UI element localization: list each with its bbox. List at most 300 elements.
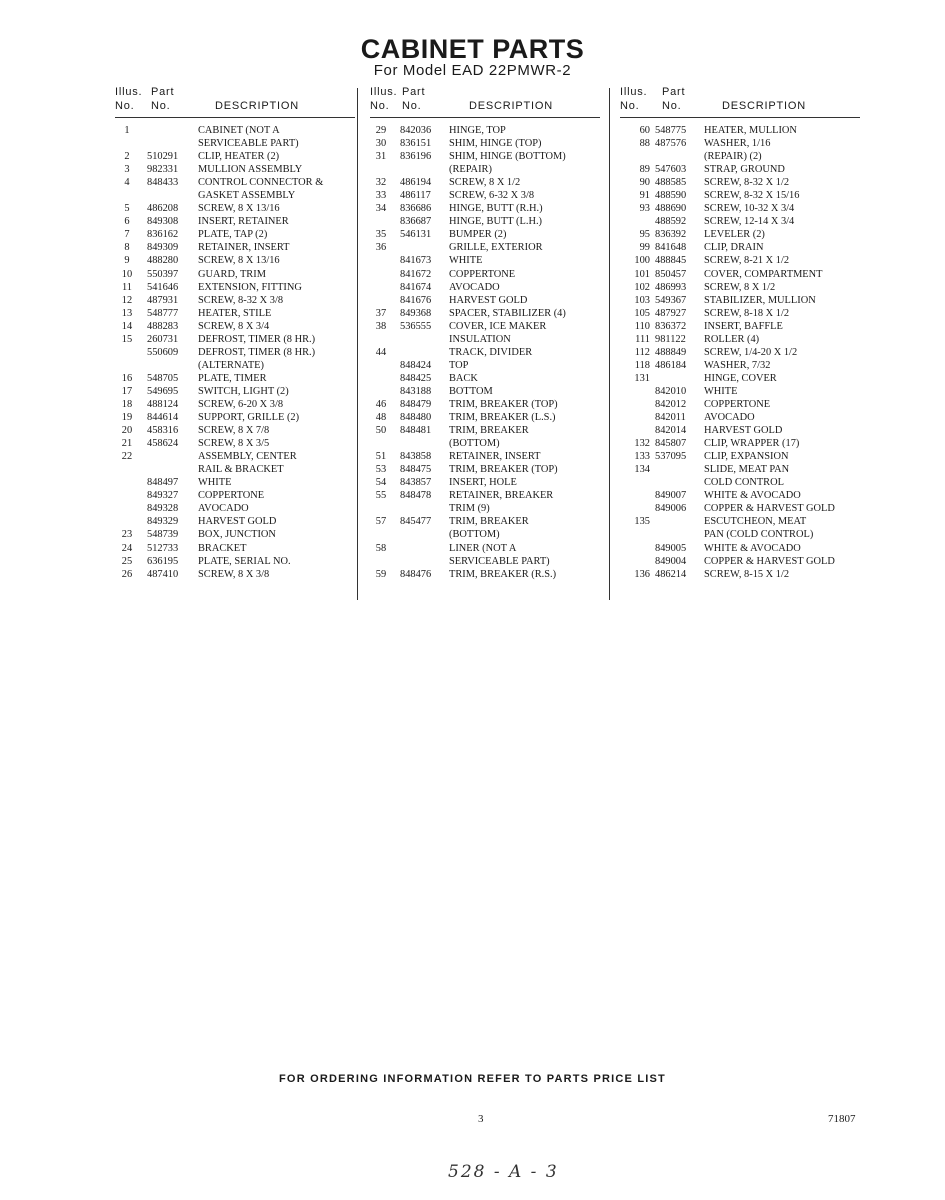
part-number: 841673 [400, 255, 432, 267]
part-number: 849309 [147, 242, 179, 254]
table-row [115, 372, 355, 385]
illus-number: 32 [375, 177, 387, 189]
illus-number: 88 [639, 138, 650, 150]
table-row [620, 124, 860, 137]
part-number: 549695 [147, 385, 179, 397]
part-description: WHITE & AVOCADO [704, 490, 801, 502]
part-description: TRIM, BREAKER (TOP) [449, 398, 558, 410]
illus-number: 4 [124, 177, 130, 189]
part-number: 849004 [655, 555, 687, 567]
part-description: SHIM, HINGE (BOTTOM) [449, 151, 566, 163]
table-row [620, 385, 860, 398]
illus-number: 102 [634, 281, 650, 293]
header-illus-no: No. [370, 100, 390, 112]
parts-column-2 [370, 86, 600, 581]
illus-number: 16 [121, 372, 133, 384]
table-row [620, 528, 860, 541]
table-row [370, 489, 600, 502]
table-row [620, 202, 860, 215]
table-row [370, 424, 600, 437]
illus-number: 17 [121, 385, 133, 397]
illus-number: 133 [634, 451, 650, 463]
table-row [620, 437, 860, 450]
part-description: COPPERTONE [704, 398, 771, 410]
part-description: COVER, COMPARTMENT [704, 268, 823, 280]
part-description: AVOCADO [198, 503, 249, 515]
part-description: HINGE, COVER [704, 372, 777, 384]
part-description: (BOTTOM) [449, 529, 500, 541]
part-description: TRIM, BREAKER (L.S.) [449, 412, 556, 424]
part-number: 458316 [147, 425, 179, 437]
illus-number: 101 [634, 268, 650, 280]
table-row [370, 372, 600, 385]
part-number: 548705 [147, 372, 179, 384]
part-description: BRACKET [198, 542, 247, 554]
part-number: 488592 [655, 216, 687, 228]
part-description: SCREW, 8-32 X 15/16 [704, 190, 800, 202]
part-description: CLIP, HEATER (2) [198, 151, 280, 163]
illus-number: 19 [121, 412, 133, 424]
part-description: BACK [449, 372, 478, 384]
table-row [115, 176, 355, 189]
table-row [620, 398, 860, 411]
part-number: 848481 [400, 425, 432, 437]
header-part: Part [662, 86, 686, 98]
table-row [115, 424, 355, 437]
table-row [115, 385, 355, 398]
part-number: 458624 [147, 438, 179, 450]
part-number: 843858 [400, 451, 432, 463]
part-description: BUMPER (2) [449, 229, 507, 241]
part-number: 512733 [147, 542, 179, 554]
table-row [115, 555, 355, 568]
part-number: 842036 [400, 125, 432, 136]
illus-number: 105 [634, 307, 650, 319]
part-description: SCREW, 8 X 1/2 [704, 281, 776, 293]
part-number: 488590 [655, 190, 687, 202]
part-description: SCREW, 6-32 X 3/8 [449, 190, 535, 202]
header-description: DESCRIPTION [469, 100, 553, 112]
table-row [620, 424, 860, 437]
part-description: RETAINER, BREAKER [449, 490, 554, 502]
header-part: Part [151, 86, 175, 98]
table-row [370, 268, 600, 281]
illus-number: 36 [375, 242, 387, 254]
illus-number: 103 [634, 294, 650, 306]
illus-number: 112 [634, 346, 650, 358]
table-row [620, 268, 860, 281]
header-illus: Illus. [620, 86, 648, 98]
table-row [620, 502, 860, 515]
table-row [115, 450, 355, 463]
illus-number: 34 [375, 203, 387, 215]
header-part-no: No. [662, 100, 682, 112]
header-description: DESCRIPTION [722, 100, 806, 112]
illus-number: 54 [375, 477, 387, 489]
part-description: WHITE & AVOCADO [704, 542, 801, 554]
table-row [620, 176, 860, 189]
part-description: DEFROST, TIMER (8 HR.) [198, 333, 316, 345]
part-description: HINGE, BUTT (L.H.) [449, 216, 543, 228]
table-row [115, 515, 355, 528]
part-number: 842011 [655, 412, 686, 424]
table-row [370, 215, 600, 228]
part-number: 487410 [147, 568, 179, 580]
illus-number: 55 [375, 490, 387, 502]
table-row [620, 450, 860, 463]
part-description: AVOCADO [449, 281, 500, 293]
part-number: 848433 [147, 177, 179, 189]
part-description: PLATE, TIMER [198, 372, 267, 384]
illus-number: 7 [124, 229, 130, 241]
table-row [370, 124, 600, 137]
part-number: 836687 [400, 216, 432, 228]
part-description: HARVEST GOLD [704, 425, 783, 437]
illus-number: 11 [121, 281, 132, 293]
illus-number: 6 [124, 216, 130, 228]
part-description: CLIP, EXPANSION [704, 451, 789, 463]
header-part-no: No. [402, 100, 422, 112]
table-row [370, 202, 600, 215]
part-number: 836392 [655, 229, 687, 241]
part-number: 488845 [655, 255, 687, 267]
illus-number: 135 [634, 516, 650, 528]
header-illus-no: No. [620, 100, 640, 112]
table-row [620, 346, 860, 359]
header-rule [115, 117, 355, 124]
part-number: 550609 [147, 346, 179, 358]
table-row [115, 489, 355, 502]
part-description: SCREW, 8-15 X 1/2 [704, 568, 790, 580]
illus-number: 118 [634, 359, 650, 371]
table-row [370, 502, 600, 515]
illus-number: 110 [634, 320, 650, 332]
part-number: 849368 [400, 307, 432, 319]
part-description: HEATER, MULLION [704, 125, 797, 136]
table-row [370, 515, 600, 528]
part-description: SERVICEABLE PART) [198, 138, 299, 150]
part-description: SCREW, 8 X 3/8 [198, 568, 270, 580]
table-row [370, 176, 600, 189]
part-description: INSERT, BAFFLE [704, 320, 783, 332]
table-row [620, 281, 860, 294]
part-number: 848480 [400, 412, 432, 424]
part-description: ROLLER (4) [704, 333, 760, 345]
part-number: 841676 [400, 294, 432, 306]
table-row [115, 568, 355, 581]
part-description: SCREW, 10-32 X 3/4 [704, 203, 795, 215]
part-description: BOTTOM [449, 385, 493, 397]
part-number: 841672 [400, 268, 432, 280]
part-number: 842010 [655, 385, 687, 397]
table-row [115, 228, 355, 241]
illus-number: 111 [635, 333, 650, 345]
table-row [370, 254, 600, 267]
part-number: 848478 [400, 490, 432, 502]
illus-number: 100 [634, 255, 650, 267]
illus-number: 25 [121, 555, 133, 567]
part-number: 486184 [655, 359, 687, 371]
part-number: 848497 [147, 477, 179, 489]
part-number: 849328 [147, 503, 179, 515]
table-row [115, 333, 355, 346]
table-row [115, 502, 355, 515]
illus-number: 31 [375, 151, 387, 163]
illus-number: 23 [121, 529, 133, 541]
table-row [115, 437, 355, 450]
part-number: 537095 [655, 451, 687, 463]
part-description: COPPERTONE [449, 268, 516, 280]
part-number: 487576 [655, 138, 687, 150]
header-illus: Illus. [370, 86, 398, 98]
part-description: ESCUTCHEON, MEAT [704, 516, 807, 528]
table-row [620, 241, 860, 254]
part-description: TRIM, BREAKER (TOP) [449, 464, 558, 476]
table-row [370, 346, 600, 359]
part-description: HINGE, BUTT (R.H.) [449, 203, 543, 215]
illus-number: 15 [121, 333, 133, 345]
table-row [115, 320, 355, 333]
part-description: CLIP, WRAPPER (17) [704, 438, 800, 450]
part-number: 486208 [147, 203, 179, 215]
part-description: SCREW, 8-21 X 1/2 [704, 255, 790, 267]
header-part-no: No. [151, 100, 171, 112]
part-description: HEATER, STILE [198, 307, 272, 319]
part-description: SCREW, 8 X 1/2 [449, 177, 521, 189]
illus-number: 60 [639, 125, 650, 136]
illus-number: 14 [121, 320, 133, 332]
part-number: 841648 [655, 242, 687, 254]
illus-number: 91 [639, 190, 650, 202]
part-number: 487931 [147, 294, 179, 306]
parts-column-1 [115, 86, 355, 581]
part-number: 548775 [655, 125, 687, 136]
table-row [370, 189, 600, 202]
part-number: 486214 [655, 568, 687, 580]
illus-number: 13 [121, 307, 133, 319]
part-description: SCREW, 8 X 13/16 [198, 255, 280, 267]
table-row [370, 320, 600, 333]
table-row [115, 268, 355, 281]
part-number: 550397 [147, 268, 179, 280]
part-number: 488283 [147, 320, 179, 332]
table-row [370, 528, 600, 541]
part-number: 536555 [400, 320, 432, 332]
part-description: CLIP, DRAIN [704, 242, 764, 254]
table-row [370, 150, 600, 163]
table-row [370, 137, 600, 150]
table-row [620, 411, 860, 424]
part-description: TRACK, DIVIDER [449, 346, 533, 358]
part-description: LEVELER (2) [704, 229, 765, 241]
part-description: LINER (NOT A [449, 542, 517, 554]
ordering-note: FOR ORDERING INFORMATION REFER TO PARTS PRICE LIST [279, 1073, 666, 1085]
table-row [115, 163, 355, 176]
table-row [370, 294, 600, 307]
part-number: 849007 [655, 490, 687, 502]
part-description: SCREW, 8-32 X 1/2 [704, 177, 790, 189]
parts-column-3 [620, 86, 860, 581]
part-description: TOP [449, 359, 469, 371]
part-description: SCREW, 8-18 X 1/2 [704, 307, 790, 319]
part-description: SCREW, 8 X 13/16 [198, 203, 280, 215]
part-description: INSULATION [449, 333, 511, 345]
table-row [620, 137, 860, 150]
table-row [620, 163, 860, 176]
part-description: SCREW, 8 X 3/5 [198, 438, 270, 450]
illus-number: 21 [121, 438, 133, 450]
part-description: SHIM, HINGE (TOP) [449, 138, 542, 150]
part-number: 843188 [400, 385, 432, 397]
part-number: 848479 [400, 398, 432, 410]
table-row [115, 359, 355, 372]
part-number: 836162 [147, 229, 179, 241]
document-code: 71807 [828, 1113, 856, 1125]
illus-number: 136 [634, 568, 650, 580]
part-number: 845807 [655, 438, 687, 450]
part-number: 843857 [400, 477, 432, 489]
illus-number: 8 [124, 242, 130, 254]
part-number: 836196 [400, 151, 432, 163]
part-number: 849006 [655, 503, 687, 515]
part-description: SERVICEABLE PART) [449, 555, 550, 567]
part-number: 549367 [655, 294, 687, 306]
part-description: GRILLE, EXTERIOR [449, 242, 543, 254]
table-row [620, 294, 860, 307]
table-row [620, 476, 860, 489]
part-number: 486117 [400, 190, 431, 202]
illus-number: 24 [121, 542, 133, 554]
part-number: 548739 [147, 529, 179, 541]
part-number: 850457 [655, 268, 687, 280]
table-row [115, 202, 355, 215]
header-rule [620, 117, 860, 124]
illus-number: 22 [121, 451, 133, 463]
illus-number: 10 [121, 268, 133, 280]
table-row [620, 320, 860, 333]
illus-number: 89 [639, 164, 650, 176]
part-number: 841674 [400, 281, 432, 293]
illus-number: 37 [375, 307, 387, 319]
part-number: 849327 [147, 490, 179, 502]
part-description: BOX, JUNCTION [198, 529, 276, 541]
part-description: TRIM, BREAKER [449, 516, 529, 528]
illus-number: 51 [375, 451, 387, 463]
table-row [620, 568, 860, 581]
part-description: GUARD, TRIM [198, 268, 266, 280]
table-row [115, 150, 355, 163]
table-row [370, 411, 600, 424]
part-description: RETAINER, INSERT [449, 451, 541, 463]
part-description: SUPPORT, GRILLE (2) [198, 412, 300, 424]
table-row [370, 359, 600, 372]
part-number: 488124 [147, 398, 179, 410]
table-row [620, 333, 860, 346]
part-number: 547603 [655, 164, 687, 176]
part-description: CABINET (NOT A [198, 125, 280, 136]
illus-number: 44 [375, 346, 387, 358]
table-row [115, 137, 355, 150]
table-row [370, 555, 600, 568]
part-description: HARVEST GOLD [449, 294, 528, 306]
part-description: TRIM, BREAKER [449, 425, 529, 437]
part-description: INSERT, HOLE [449, 477, 517, 489]
table-row [370, 333, 600, 346]
illus-number: 1 [124, 125, 130, 136]
header-rule [370, 117, 600, 124]
illus-number: 57 [375, 516, 387, 528]
table-row [620, 463, 860, 476]
part-number: 842014 [655, 425, 687, 437]
part-number: 849308 [147, 216, 179, 228]
part-description: EXTENSION, FITTING [198, 281, 302, 293]
part-description: STABILIZER, MULLION [704, 294, 816, 306]
table-row [620, 150, 860, 163]
table-row [115, 542, 355, 555]
table-row [370, 398, 600, 411]
table-row [115, 463, 355, 476]
part-number: 487927 [655, 307, 687, 319]
page-number: 3 [478, 1113, 484, 1125]
table-row [620, 489, 860, 502]
part-description: WHITE [449, 255, 483, 267]
part-description: SCREW, 8 X 7/8 [198, 425, 270, 437]
part-description: SCREW, 1/4-20 X 1/2 [704, 346, 798, 358]
table-row [620, 254, 860, 267]
part-number: 260731 [147, 333, 179, 345]
illus-number: 9 [124, 255, 130, 267]
part-description: TRIM (9) [449, 503, 490, 515]
table-row [370, 476, 600, 489]
illus-number: 35 [375, 229, 387, 241]
table-row [620, 215, 860, 228]
illus-number: 5 [124, 203, 130, 215]
table-row [115, 346, 355, 359]
part-number: 842012 [655, 398, 687, 410]
table-row [620, 515, 860, 528]
part-number: 488690 [655, 203, 687, 215]
part-description: SWITCH, LIGHT (2) [198, 385, 289, 397]
table-row [115, 189, 355, 202]
part-description: TRIM, BREAKER (R.S.) [449, 568, 557, 580]
part-number: 486993 [655, 281, 687, 293]
table-row [115, 215, 355, 228]
table-row [115, 124, 355, 137]
part-number: 488280 [147, 255, 179, 267]
part-description: PLATE, TAP (2) [198, 229, 268, 241]
table-row [115, 307, 355, 320]
part-number: 546131 [400, 229, 432, 241]
table-row [115, 241, 355, 254]
part-number: 844614 [147, 412, 179, 424]
part-description: MULLION ASSEMBLY [198, 164, 303, 176]
table-row [370, 463, 600, 476]
illus-number: 58 [375, 542, 387, 554]
part-number: 848424 [400, 359, 432, 371]
part-description: CONTROL CONNECTOR & [198, 177, 324, 189]
part-number: 836686 [400, 203, 432, 215]
illus-number: 48 [375, 412, 387, 424]
table-row [620, 542, 860, 555]
part-description: WASHER, 7/32 [704, 359, 771, 371]
table-row [115, 528, 355, 541]
part-description: SCREW, 8 X 3/4 [198, 320, 270, 332]
illus-number: 95 [639, 229, 650, 241]
table-row [370, 163, 600, 176]
part-number: 848475 [400, 464, 432, 476]
table-row [115, 294, 355, 307]
part-description: HARVEST GOLD [198, 516, 277, 528]
